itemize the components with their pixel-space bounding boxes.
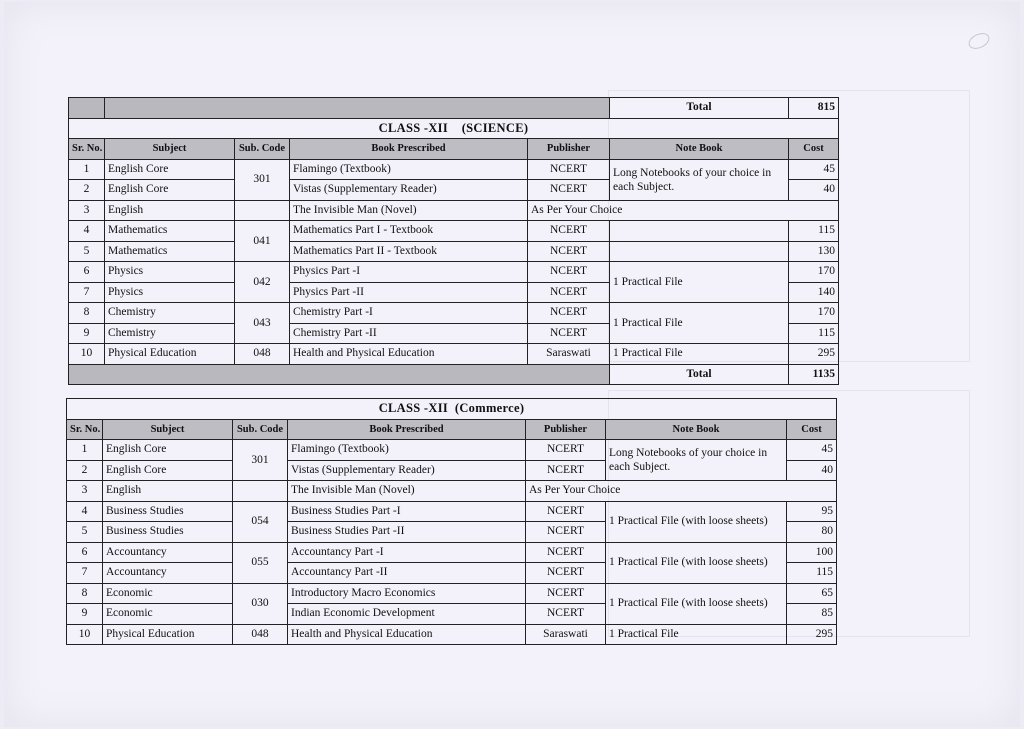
table-row: 1 English Core 301 Flamingo (Textbook) NCERT Long Notebooks of your choice in each Subject. 45 [69,159,839,180]
sub-code: 030 [233,583,288,624]
header-book-prescribed: Book Prescribed [288,419,526,440]
table-row: 1 English Core 301 Flamingo (Textbook) NCERT Long Notebooks of your choice in each Subject. 45 [67,440,837,461]
note-book-cell: 1 Practical File [610,303,789,344]
table-row: 4 Business Studies 054 Business Studies Part -I NCERT 1 Practical File (with loose sheets) 95 [67,501,837,522]
table-row: 6 Physics 042 Physics Part -I NCERT 1 Practical File 170 [69,262,839,283]
table-row: 6 Accountancy 055 Accountancy Part -I NCERT 1 Practical File (with loose sheets) 100 [67,542,837,563]
header-note-book: Note Book [610,139,789,160]
note-book-cell: Long Notebooks of your choice in each Subject. [606,440,787,481]
note-book-cell: 1 Practical File (with loose sheets) [606,501,787,542]
table-row: 3 English The Invisible Man (Novel) As Per Your Choice [69,200,839,221]
table-row: 3 English The Invisible Man (Novel) As Per Your Choice [67,481,837,502]
science-header-row [69,139,839,160]
header-subject: Subject [103,419,233,440]
table-row: 2 English Core Vistas (Supplementary Reader) NCERT 40 [67,460,837,481]
header-sr-no: Sr. No. [67,419,103,440]
sub-code: 043 [235,303,290,344]
header-sub-code: Sub. Code [235,139,290,160]
header-sub-code: Sub. Code [233,419,288,440]
table-row: 10 Physical Education 048 Health and Physical Education Saraswati 1 Practical File 295 [69,344,839,365]
header-cost: Cost [787,419,837,440]
header-publisher: Publisher [526,419,606,440]
science-bottom-total-label: Total [610,364,789,385]
header-publisher: Publisher [528,139,610,160]
sub-code: 054 [233,501,288,542]
header-sr-no: Sr. No. [69,139,105,160]
note-book-cell: Long Notebooks of your choice in each Subject. [610,159,789,200]
table-row: 10 Physical Education 048 Health and Physical Education Saraswati 1 Practical File 295 [67,624,837,645]
sub-code: 055 [233,542,288,583]
table-row: 9 Economic Indian Economic Development NCERT 85 [67,604,837,625]
sub-code: 301 [233,440,288,481]
table-row: 9 Chemistry Chemistry Part -II NCERT 115 [69,323,839,344]
header-cost: Cost [789,139,839,160]
note-book-cell: 1 Practical File (with loose sheets) [606,583,787,624]
sub-code: 041 [235,221,290,262]
note-book-cell: 1 Practical File [606,624,787,645]
table-row: 7 Accountancy Accountancy Part -II NCERT 115 [67,563,837,584]
table-row: 2 English Core Vistas (Supplementary Reader) NCERT 40 [69,180,839,201]
note-book-cell: 1 Practical File [610,344,789,365]
science-bottom-total-row [69,364,839,385]
note-book-cell: 1 Practical File (with loose sheets) [606,542,787,583]
science-table-title: CLASS -XII (SCIENCE) [69,118,839,139]
commerce-table-title: CLASS -XII (Commerce) [67,399,837,420]
science-top-total-row [69,98,839,119]
commerce-header-row [67,419,837,440]
table-row: 5 Mathematics Mathematics Part II - Textbook NCERT 130 [69,241,839,262]
stain-mark [966,30,992,52]
table-row: 8 Chemistry 043 Chemistry Part -I NCERT 1 Practical File 170 [69,303,839,324]
sub-code: 048 [233,624,288,645]
science-bottom-total-value: 1135 [789,364,839,385]
commerce-booklist-table [66,398,837,645]
sub-code: 301 [235,159,290,200]
note-book-cell: 1 Practical File [610,262,789,303]
table-row: 7 Physics Physics Part -II NCERT 140 [69,282,839,303]
science-top-total-value: 815 [789,98,839,119]
sub-code: 042 [235,262,290,303]
table-row: 4 Mathematics 041 Mathematics Part I - Textbook NCERT 115 [69,221,839,242]
header-note-book: Note Book [606,419,787,440]
science-booklist-table [68,97,839,385]
header-book-prescribed: Book Prescribed [290,139,528,160]
sub-code: 048 [235,344,290,365]
table-row: 5 Business Studies Business Studies Part -II NCERT 80 [67,522,837,543]
header-subject: Subject [105,139,235,160]
science-top-total-label: Total [610,98,789,119]
table-row: 8 Economic 030 Introductory Macro Economics NCERT 1 Practical File (with loose sheets) 65 [67,583,837,604]
